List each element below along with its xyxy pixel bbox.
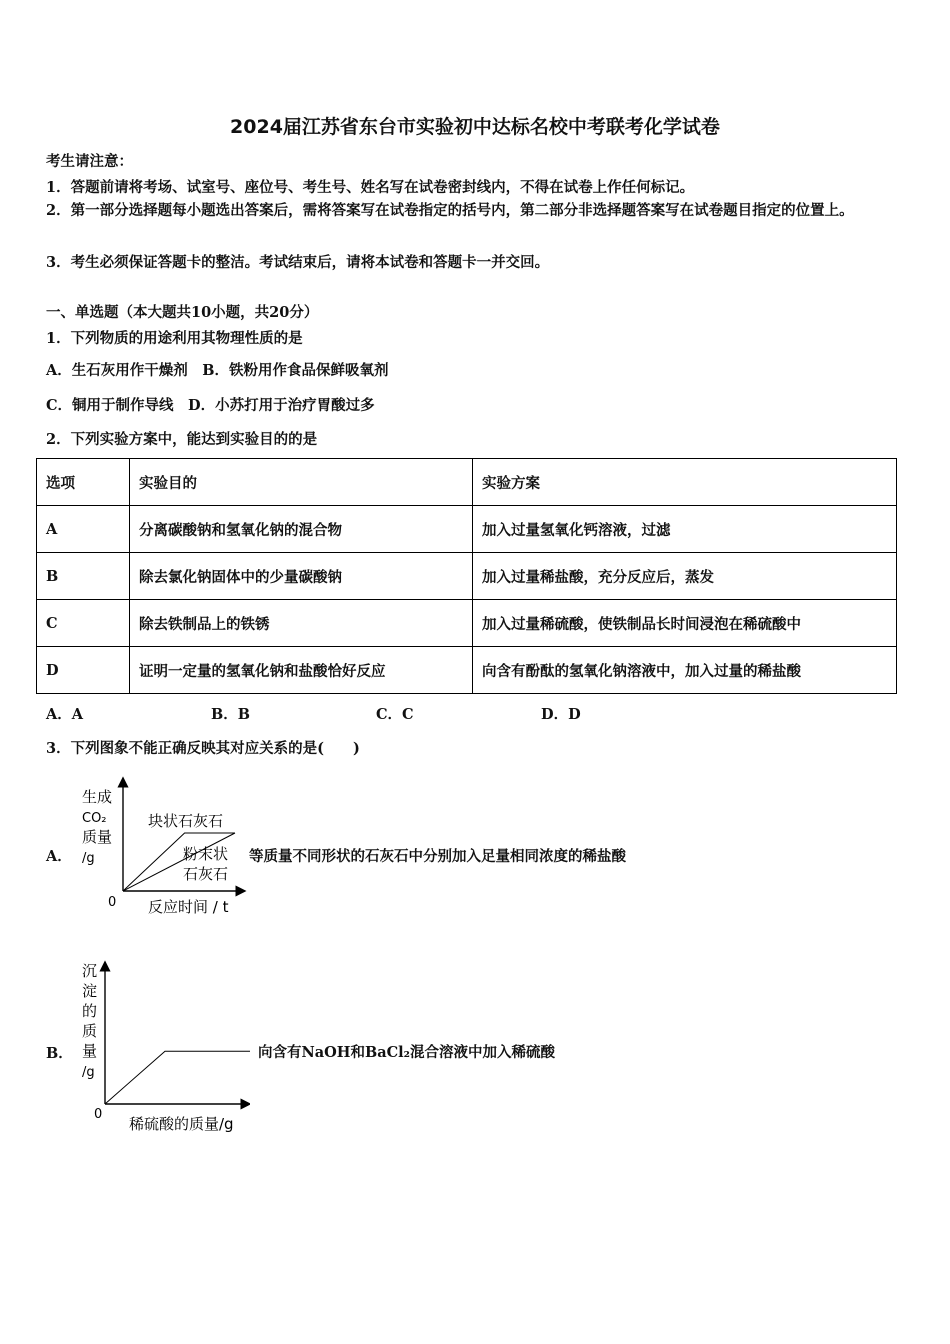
table-cell: 除去铁制品上的铁锈 — [130, 600, 473, 647]
question-3-stem: 3．下列图象不能正确反映其对应关系的是( ) — [46, 740, 360, 757]
question-2-option-d: D．D — [541, 706, 581, 723]
question-3-option-b-desc: 向含有NaOH和BaCl₂混合溶液中加入稀硫酸 — [258, 1044, 556, 1061]
y-axis-label-line: 沉 — [82, 962, 98, 980]
table-header-cell: 实验目的 — [130, 459, 473, 506]
y-axis-label-line: 淀 — [82, 982, 98, 1000]
table-cell: 除去氯化钠固体中的少量碳酸钠 — [130, 553, 473, 600]
table-cell: 加入过量稀盐酸，充分反应后，蒸发 — [473, 553, 897, 600]
question-1-stem: 1．下列物质的用途利用其物理性质的是 — [46, 330, 303, 347]
question-2-option-c: C．C — [376, 706, 414, 723]
question-2-stem: 2．下列实验方案中，能达到实验目的的是 — [46, 431, 318, 448]
y-axis-label-line: CO₂ — [82, 811, 107, 826]
page-title: 2024届江苏省东台市实验初中达标名校中考联考化学试卷 — [230, 116, 720, 138]
x-axis-label: 稀硫酸的质量/g — [129, 1115, 234, 1133]
question-2-option-b: B．B — [211, 706, 251, 723]
series-label: 石灰石 — [183, 865, 229, 883]
y-axis-label-line: 的 — [82, 1002, 98, 1020]
question-2-option-a: A．A — [46, 706, 84, 723]
section-heading: 一、单选题（本大题共10小题，共20分） — [46, 304, 319, 321]
table-row — [37, 600, 897, 647]
y-axis-label-line: /g — [82, 1065, 95, 1080]
table-cell: 证明一定量的氢氧化钠和盐酸恰好反应 — [130, 647, 473, 694]
table-cell: 加入过量氢氧化钙溶液，过滤 — [473, 506, 897, 553]
notice-heading: 考生请注意： — [46, 153, 133, 170]
table-row — [37, 553, 897, 600]
series-label: 块状石灰石 — [148, 812, 224, 830]
notice-item: 1．答题前请将考场、试室号、座位号、考生号、姓名写在试卷密封线内，不得在试卷上作任何标记。 — [46, 179, 695, 196]
y-axis-label-line: /g — [82, 851, 95, 866]
question-1-options-cd: C．铜用于制作导线 D．小苏打用于治疗胃酸过多 — [46, 397, 375, 414]
table-cell: D — [37, 647, 130, 694]
y-axis-label-line: 质 — [82, 1022, 98, 1040]
notice-item: 2．第一部分选择题每小题选出答案后，需将答案写在试卷指定的括号内，第二部分非选择题答案写在试卷题目指定的位置上。 — [46, 202, 854, 219]
x-axis-label: 反应时间 / t — [148, 898, 229, 916]
table-cell: A — [37, 506, 130, 553]
origin-label: 0 — [108, 895, 117, 910]
question-3-option-a-desc: 等质量不同形状的石灰石中分别加入足量相同浓度的稀盐酸 — [249, 848, 626, 865]
table-cell: C — [37, 600, 130, 647]
table-cell: B — [37, 553, 130, 600]
table-header-cell: 实验方案 — [473, 459, 897, 506]
question-2-table — [36, 458, 897, 694]
y-axis-label-line: 质量 — [82, 828, 113, 846]
chart-b — [78, 960, 250, 1138]
y-axis-label-line: 量 — [82, 1042, 98, 1060]
question-3-option-a-label: A． — [46, 848, 72, 865]
table-cell: 向含有酚酞的氢氧化钠溶液中，加入过量的稀盐酸 — [473, 647, 897, 694]
chart-a — [78, 776, 248, 922]
table-row — [37, 647, 897, 694]
table-header-row — [37, 459, 897, 506]
table-cell: 加入过量稀硫酸，使铁制品长时间浸泡在稀硫酸中 — [473, 600, 897, 647]
table-header-cell: 选项 — [37, 459, 130, 506]
series-label: 粉末状 — [183, 845, 229, 863]
series-line-0 — [105, 1051, 250, 1104]
table-row — [37, 506, 897, 553]
table-cell: 分离碳酸钠和氢氧化钠的混合物 — [130, 506, 473, 553]
y-axis-label-line: 生成 — [82, 788, 113, 806]
question-3-option-b-label: B． — [46, 1045, 73, 1062]
origin-label: 0 — [94, 1107, 103, 1122]
question-1-options-ab: A．生石灰用作干燥剂 B．铁粉用作食品保鲜吸氧剂 — [46, 362, 389, 379]
notice-item: 3．考生必须保证答题卡的整洁。考试结束后，请将本试卷和答题卡一并交回。 — [46, 254, 550, 271]
